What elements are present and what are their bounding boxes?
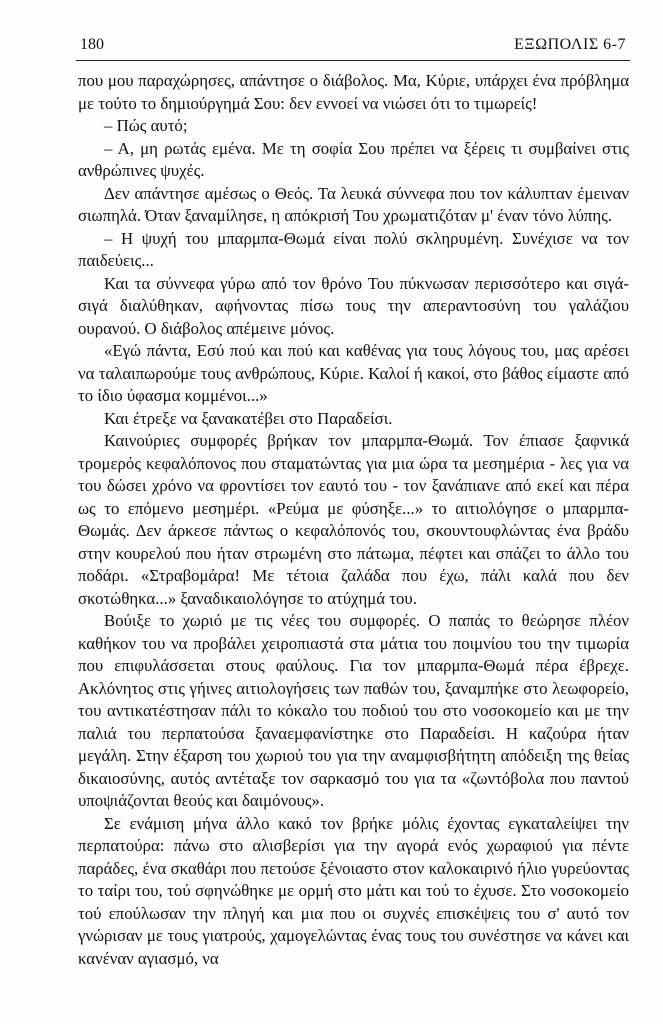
paragraph: Βούιξε το χωριό με τις νέες του συμφορές. Ο παπάς το θεώρησε πλέον καθήκον του να προβάλει χειροπιαστά στα μάτια του ποιμνίου του την τιμωρία που επιφυλάσσεται στους φαύλους. Για τον μπαρμπα-Θωμά πέρα έβρεχε. Ακλόνητος στις γήινες αιτιολογήσεις των παθών του, ξαναμπήκε στο λεωφορείο, του αντικατέστησαν πάλι το κόκαλο του ποδιού του στο νοσοκομείο και με την παλιά του περπατούσα ξαναεμφανίστηκε στο Παραδείσι. Η καζούρα ήταν μεγάλη. Στην έξαρση του χωριού του για την αναμφισβήτητη απόδειξη της θείας δικαιοσύνης, αυτός αντέταξε τον σαρκασμό του για τα «ζωντόβολα που παντού υποψιάζονται θεούς και δαιμόνους». bbox=[78, 611, 629, 810]
paragraph: – Α, μη ρωτάς εμένα. Με τη σοφία Σου πρέπει να ξέρεις τι συμβαίνει στις ανθρώπινες ψυχές. bbox=[78, 138, 629, 180]
body-text bbox=[78, 70, 629, 970]
page-number: 180 bbox=[80, 36, 104, 53]
paragraph: Δεν απάντησε αμέσως ο Θεός. Τα λευκά σύννεφα που τον κάλυπταν έμειναν σιωπηλά. Όταν ξαναμίλησε, η απόκρισή Του χρωματιζόταν μ' έναν τόνο λύπης. bbox=[78, 183, 629, 225]
paragraph: Καινούριες συμφορές βρήκαν τον μπαρμπα-Θωμά. Τον έπιασε ξαφνικά τρομερός κεφαλόπονος που σταματώντας για μια ώρα τα μεσημέρια - λες για να του δώσει χρόνο να φροντίσει τον εαυτό του - τον ξανάπιανε από εκεί και πέρα ως το επόμενο μεσημέρι. «Ρεύμα με φύσηξε...» το αιτιολόγησε ο μπαρμπα-Θωμάς. Δεν άρκεσε πάντως ο κεφαλόπονός του, σκουντουφλώντας ένα βράδυ στην κουρελού που ήταν στρωμένη στο πάτωμα, πέφτει και σπάζει το άλλο του ποδάρι. «Στραβομάρα! Με τέτοια ζαλάδα που έχω, πάλι καλά που δεν σκοτώθηκα...» ξαναδικαιολόγησε το ατύχημά του. bbox=[78, 431, 629, 608]
running-head: ΕΞΩΠΟΛΙΣ 6-7 bbox=[514, 36, 626, 53]
paragraph: που μου παραχώρησες, απάντησε ο διάβολος. Μα, Κύριε, υπάρχει ένα πρόβλημα με τούτο το δημιούργημά Σου: δεν εννοεί να νιώσει ότι το τιμωρείς! bbox=[78, 71, 629, 113]
paragraph: Και τα σύννεφα γύρω από τον θρόνο Του πύκνωσαν περισσότερο και σιγά-σιγά διαλύθηκαν, αφήνοντας πίσω τους την απεραντοσύνη του γαλάζιου ουρανού. Ο διάβολος απέμεινε μόνος. bbox=[78, 273, 629, 338]
paragraph: Σε ενάμιση μήνα άλλο κακό τον βρήκε μόλις έχοντας εγκαταλείψει την περπατούρα: πάνω στο αλισβερίσι για την αγορά ενός χωραφιού για πέντε παράδες, ένα σκαθάρι που πετούσε ξένοιαστο στον καλοκαιρινό ήλιο γυρεύοντας το ταίρι του, τού σφηνώθηκε με ορμή στο μάτι και τού το έχυσε. Στο νοσοκομείο τού επούλωσαν την πληγή και μια που οι συχνές επισκέψεις του σ' αυτό τον γνώρισαν με τους γιατρούς, χαμογελώντας ένας τους του συνέστησε να κάνει και κανέναν αγιασμό, να bbox=[78, 813, 629, 968]
paragraph: – Η ψυχή του μπαρμπα-Θωμά είναι πολύ σκληρυμένη. Συνέχισε να τον παιδεύεις... bbox=[78, 228, 629, 270]
paragraph: Και έτρεξε να ξανακατέβει στο Παραδείσι. bbox=[104, 408, 393, 428]
header-rule bbox=[76, 60, 630, 61]
paragraph: – Πώς αυτό; bbox=[104, 116, 188, 135]
page-header bbox=[62, 34, 630, 58]
paragraph: «Εγώ πάντα, Εσύ πού και πού και καθένας για τους λόγους του, μας αρέσει να ταλαιπωρούμε τους ανθρώπους, Κύριε. Καλοί ή κακοί, στο βάθος είμαστε από το ίδιο ύφασμα κομμένοι...» bbox=[78, 341, 629, 405]
